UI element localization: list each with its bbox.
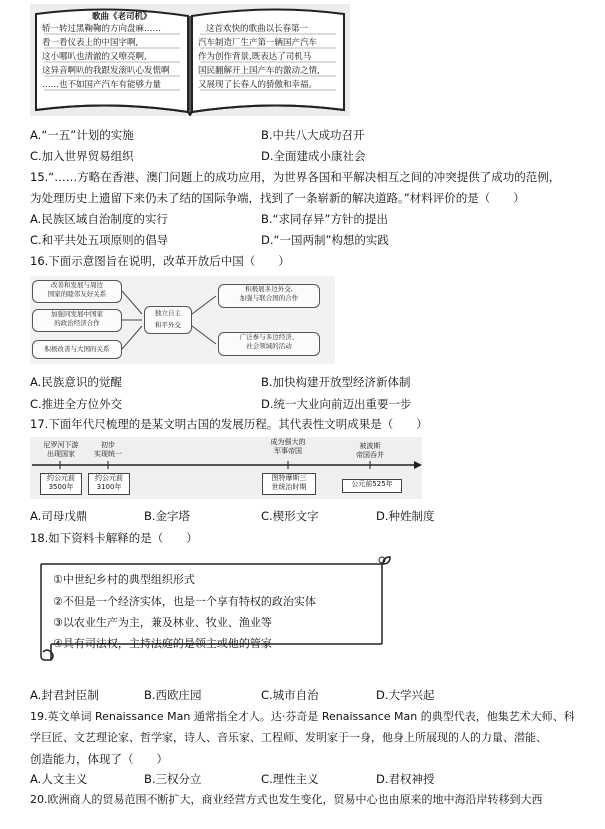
diagram-box-left: 改善和发展与周边 国家的睦邻友好关系 (32, 280, 122, 303)
timeline-event-label: 尼罗河下游 出现国家 (43, 441, 79, 458)
q19-stem-line: 创造能力，体现了（ ） (30, 752, 168, 766)
q16-option-c[interactable]: C.推进全方位外交 (30, 397, 123, 411)
card-line: ②不但是一个经济实体，也是一个享有特权的政治实体 (53, 595, 316, 608)
q19-option-b[interactable]: B.三权分立 (144, 772, 202, 786)
q15-option-d[interactable]: D.“一国两制”构想的实践 (261, 233, 389, 247)
q17-option-b[interactable]: B.金字塔 (144, 509, 191, 523)
q16-stem: 16.下面示意图旨在说明，改革开放后中国（ ） (30, 254, 290, 268)
q16-option-d[interactable]: D.统一大业向前迈出重要一步 (261, 397, 412, 411)
book-right-line: 作为创作背景,既表达了司机马 (198, 52, 312, 62)
timeline-event-label: 被波斯 帝国吞并 (356, 442, 384, 459)
q14-book-illustration (30, 4, 350, 116)
q19-option-d[interactable]: D.君权神授 (376, 772, 435, 786)
diagram-box-center: 独立自主 和平外交 (144, 306, 192, 334)
book-left-title: 歌曲《老司机》 (92, 12, 152, 22)
q15-option-b[interactable]: B.“求同存异”方针的提出 (261, 212, 388, 226)
timeline-date: 约公元前 3500年 (40, 473, 82, 495)
q18-option-a[interactable]: A.封君封臣制 (30, 688, 99, 702)
book-left-line: 轿一转过黑鞠鞠的方向盘麻…… (42, 24, 162, 34)
q15-option-a[interactable]: A.民族区域自治制度的实行 (30, 212, 168, 226)
book-left-line: 看一看仪表上的中国字啊, (42, 38, 139, 48)
q17-timeline (30, 437, 422, 499)
timeline-date: 公元前525年 (342, 479, 402, 493)
book-right-line: 汽车制造厂生产第一辆国产汽车 (198, 38, 318, 48)
q20-stem-line: 20.欧洲商人的贸易范围不断扩大，商业经营方式也发生变化，贸易中心也由原来的地中海沿岸转移到大西 (30, 793, 543, 806)
timeline-event-label: 初步 实现统一 (94, 441, 122, 458)
diagram-box-left: 加强同发展中国家 的政治经济合作 (32, 309, 122, 332)
q18-option-b[interactable]: B.西欧庄园 (144, 688, 202, 702)
q16-diagram (30, 276, 335, 364)
book-left-line: ……也不如国产汽车有能够力量 (42, 80, 162, 90)
q14-option-a[interactable]: A.“一五”计划的实施 (30, 128, 134, 142)
diagram-box-left: 积极改善与大国的关系 (32, 340, 122, 359)
q17-option-a[interactable]: A.司母戊鼎 (30, 509, 88, 523)
timeline-date: 约公元前 3100年 (88, 473, 130, 495)
q19-option-a[interactable]: A.人文主义 (30, 772, 88, 786)
q16-option-a[interactable]: A.民族意识的觉醒 (30, 375, 122, 389)
q19-option-c[interactable]: C.理性主义 (261, 772, 319, 786)
q18-scroll-card (33, 556, 391, 661)
q17-stem: 17.下面年代尺梳理的是某文明古国的发展历程。其代表性文明成果是（ ） (30, 417, 428, 431)
q15-stem-line: 15.“……方略在香港、澳门问题上的成功应用，为世界各国和平解决相互之间的冲突提供了成功的范例， (30, 170, 561, 184)
book-right-line: 国民翻解开上国产车的激动之情, (198, 66, 320, 76)
card-line: ③以农业生产为主，兼及林业、牧业、渔业等 (53, 616, 272, 629)
q17-option-c[interactable]: C.楔形文字 (261, 509, 319, 523)
card-line: ④具有司法权，主持法庭的是领主或他的管家 (53, 637, 272, 650)
q18-option-d[interactable]: D.大学兴起 (376, 688, 435, 702)
q16-option-b[interactable]: B.加快构建开放型经济新体制 (261, 375, 411, 389)
book-left-line: 这小哪叭也清澈的又嘹亮啊, (42, 52, 147, 62)
book-right-line: 又展现了长春人的骄傲和幸福。 (198, 80, 318, 90)
q18-stem: 18.如下资料卡解释的是（ ） (30, 531, 198, 545)
q19-stem-line: 19.英文单词 Renaissance Man 通常指全才人。达·芬奇是 Renaissance Man 的典型代表，他集艺术大师、科 (30, 710, 575, 723)
card-line: ①中世纪乡村的典型组织形式 (53, 573, 195, 586)
q15-option-c[interactable]: C.和平共处五项原则的倡导 (30, 233, 169, 247)
q14-option-d[interactable]: D.全面建成小康社会 (261, 149, 366, 163)
timeline-date: 图特摩斯三 世统治时期 (262, 473, 316, 495)
diagram-box-right: 积极展多边外交, 加强与联合国的合作 (218, 284, 320, 308)
book-left-line: 这异音啊叭的我跟发滚叭心发慌啊 (42, 66, 170, 76)
q17-option-d[interactable]: D.种姓制度 (376, 509, 435, 523)
q14-option-c[interactable]: C.加入世界贸易组织 (30, 149, 134, 163)
q14-option-b[interactable]: B.中共八大成功召开 (261, 128, 365, 142)
q15-stem-line: 为处理历史上遗留下来仍未了结的国际争端，找到了一条崭新的解决道路。”材料评价的是（ ） (30, 191, 525, 205)
q18-option-c[interactable]: C.城市自治 (261, 688, 319, 702)
book-right-line: 这首欢快的歌曲以长春第一 (206, 24, 309, 34)
diagram-box-right: 广泛参与多边经济、 社会领域的活动 (218, 332, 320, 356)
timeline-event-label: 成为强大的 军事帝国 (270, 438, 306, 455)
q19-stem-line: 学巨匠、文艺理论家、哲学家，诗人、音乐家、工程师、发明家于一身，他身上所展现的人的力量、潜能、 (30, 731, 547, 744)
